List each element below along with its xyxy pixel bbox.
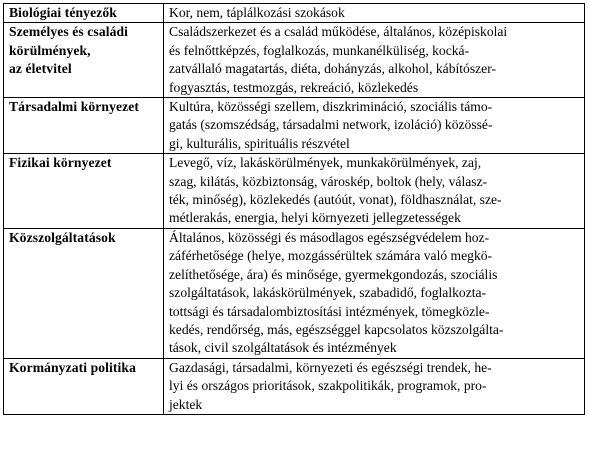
table-row — [4, 358, 585, 414]
description-text: zelíthetősége, ára) és minősége, gyermekgondozás, szociális — [169, 266, 498, 282]
table-row — [4, 154, 585, 229]
category-text: Közszolgáltatások — [9, 229, 116, 245]
category-cell — [4, 98, 164, 154]
description-cell — [164, 4, 585, 23]
description-text: Gazdasági, társadalmi, környezeti és egészségi trendek, he- — [169, 359, 492, 375]
category-text: Kormányzati politika — [9, 359, 136, 375]
description-text: szolgáltatások, lakáskörülmények, szabadidő, foglalkozta- — [169, 285, 487, 301]
category-cell — [4, 154, 164, 229]
category-cell — [4, 4, 164, 23]
table-row — [4, 4, 585, 23]
determinants-table — [3, 3, 585, 415]
category-text: Társadalmi környezet — [9, 99, 139, 115]
description-text: lyi és országos prioritások, szakpolitikák, programok, pro- — [169, 378, 487, 394]
description-text: Kor, nem, táplálkozási szokások — [169, 5, 345, 20]
description-text: kedés, rendőrség, más, egészséggel kapcsolatos közszolgálta- — [169, 321, 504, 337]
description-text: tottsági és társadalombiztosítási intézmények, tömegközle- — [169, 303, 490, 319]
category-cell — [4, 358, 164, 414]
category-text: Fizikai környezet — [9, 155, 112, 171]
description-text: fogyasztás, testmozgás, rekreáció, közlekedés — [169, 79, 419, 95]
description-cell — [164, 98, 585, 154]
table-row — [4, 228, 585, 358]
description-text: Kultúra, közösségi szellem, diszkrimináció, szociális támo- — [169, 99, 493, 115]
description-text: gi, kulturális, spirituális részvétel — [169, 135, 350, 151]
description-text: Általános, közösségi és másodlagos egészségvédelem hoz- — [169, 229, 490, 245]
category-text: körülmények, — [9, 42, 91, 58]
description-text: tások, civil szolgáltatások és intézmények — [169, 340, 397, 356]
description-text: Levegő, víz, lakáskörülmények, munkakörülmények, zaj, — [169, 155, 482, 171]
description-text: és felnőttképzés, foglalkozás, munkanélküliség, kocká- — [169, 42, 470, 58]
description-cell — [164, 154, 585, 229]
category-cell — [4, 23, 164, 98]
category-cell — [4, 228, 164, 358]
description-text: záférhetősége (helye, mozgássérültek számára való megkö- — [169, 248, 493, 264]
description-text: szag, kilátás, közbiztonság, városkép, boltok (hely, válasz- — [169, 173, 488, 189]
description-text: jektek — [169, 396, 203, 412]
table-row — [4, 98, 585, 154]
table-row — [4, 23, 585, 98]
description-text: métlerakás, energia, helyi környezeti jellegzetességek — [169, 210, 461, 226]
category-text: Személyes és családi — [9, 24, 129, 40]
description-text: Családszerkezet és a család működése, általános, középiskolai — [169, 24, 508, 40]
description-text: zatvállaló magatartás, diéta, dohányzás, alkohol, kábítószer- — [169, 61, 496, 77]
description-text: gatás (szomszédság, társadalmi network, izoláció) közössé- — [169, 117, 493, 133]
description-text: ték, minőség), közlekedés (autóút, vonat), földhasználat, sze- — [169, 192, 502, 208]
category-text: az életvitel — [9, 61, 72, 77]
category-text: Biológiai tényezők — [9, 5, 117, 20]
description-cell — [164, 358, 585, 414]
description-cell — [164, 228, 585, 358]
description-cell — [164, 23, 585, 98]
